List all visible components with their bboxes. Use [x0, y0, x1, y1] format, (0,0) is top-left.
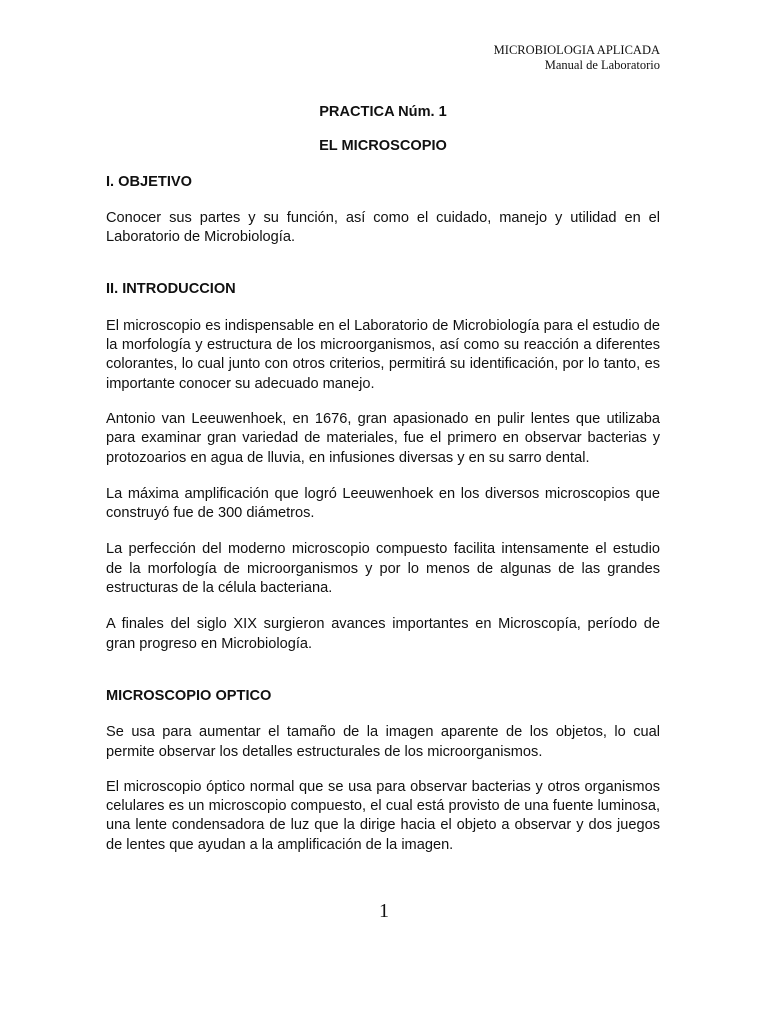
intro-paragraph-5: A finales del siglo XIX surgieron avances importantes en Microscopía, período de gran progreso en Microbiología.	[106, 616, 660, 652]
intro-paragraph-1: El microscopio es indispensable en el Laboratorio de Microbiología para el estudio de la morfología y estructura de los microorganismos, así como su reacción a diferentes colorantes, lo cual junto con otros criterios, permitirá su identificación, por lo tanto, es importante conocer su adecuado manejo.	[106, 317, 660, 392]
running-header	[494, 43, 660, 73]
optico-paragraph-1: Se usa para aumentar el tamaño de la imagen aparente de los objetos, lo cual permite observar los detalles estructurales de los microorganismos.	[106, 724, 660, 760]
practice-subject: EL MICROSCOPIO	[319, 138, 447, 155]
section-heading-optico: MICROSCOPIO OPTICO	[106, 687, 272, 704]
intro-paragraph-4: La perfección del moderno microscopio compuesto facilita intensamente el estudio de la morfología de microorganismos y por lo menos de algunas de las grandes estructuras de la célula bacteriana.	[106, 541, 660, 597]
page-number: 1	[379, 900, 389, 922]
optico-paragraph-2: El microscopio óptico normal que se usa para observar bacterias y otros organismos celulares es un microscopio compuesto, el cual está provisto de una fuente luminosa, una lente condensadora de luz que la dirige hacia el objeto a observar y dos juegos de lentes que ayudan a la amplificación de la imagen.	[106, 778, 660, 853]
page-content	[106, 103, 660, 855]
practice-title: PRACTICA Núm. 1	[319, 104, 447, 120]
header-course-title: MICROBIOLOGIA APLICADA	[493, 43, 660, 57]
section-heading-introduccion: II. INTRODUCCION	[106, 281, 236, 298]
intro-paragraph-2: Antonio van Leeuwenhoek, en 1676, gran apasionado en pulir lentes que utilizaba para examinar gran variedad de materiales, fue el primero en observar bacterias y protozoarios en agua de lluvia, en infusiones diversas y en su sarro dental.	[106, 410, 660, 466]
header-manual-title: Manual de Laboratorio	[544, 58, 660, 72]
objetivo-paragraph: Conocer sus partes y su función, así como el cuidado, manejo y utilidad en el Laboratorio de Microbiología.	[106, 209, 660, 246]
section-heading-objetivo: I. OBJETIVO	[106, 173, 192, 190]
intro-paragraph-3: La máxima amplificación que logró Leeuwenhoek en los diversos microscopios que construyó fue de 300 diámetros.	[106, 485, 660, 522]
